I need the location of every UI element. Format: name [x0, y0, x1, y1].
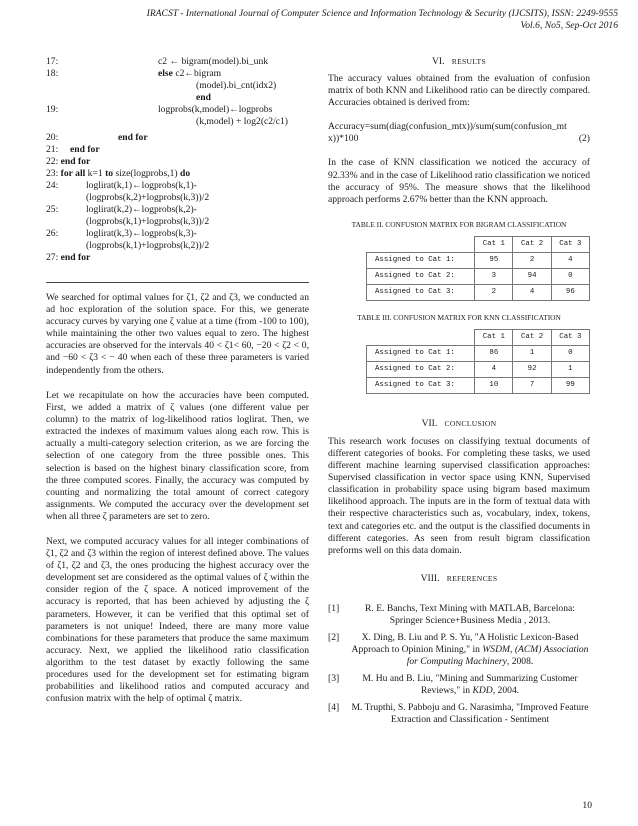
table-cell: 1	[513, 345, 551, 361]
table-cell: 96	[551, 284, 589, 300]
algo-line-num: 25:	[46, 204, 59, 215]
table-cell: 3	[475, 268, 513, 284]
body-paragraph: In the case of KNN classification we noticed the accuracy of 92.33% and in the case of Likelihood ratio classification we noticed the accuracy of 95%. The measure shows that the likelihood approach performs 2.67% better than the KNN approach.	[328, 157, 590, 205]
journal-title: IRACST - International Journal of Computer Science and Information Technology & Security (IJCSITS), ISSN: 2249-9555	[146, 8, 618, 19]
body-paragraph: Next, we computed accuracy values for all integer combinations of ζ1, ζ2 and ζ3 within the region of interest defined above. The values of ζ1, ζ2 and ζ3, the ones producing the highest accuracy over the development set are considered as the optimal values of ζ within the consider region of the ζ space. A noticed improvement of the accuracy is reported, that has been achieved by adjusting the ζ parameters. However, it can be verified that this optimal set of parameters is not unique! Indeed, there are many more value combinations for these parameters that produce the same maximum accuracy. Next, we applied the likelihood ratio classification algorithm to the test dataset by exactly following the same procedures used for the development set for estimating bigram probabilities and likelihood ratios and computed accuracy and confusion matrix with the help of optimal ζ matrix.	[46, 536, 309, 705]
algo-line: end for	[118, 132, 148, 143]
algo-text: size(logprobs,1)	[113, 168, 180, 179]
table-row	[367, 284, 590, 300]
confusion-matrix-bigram	[366, 236, 590, 301]
right-column	[328, 56, 590, 731]
algo-line: c2 ← bigram(model).bi_unk	[158, 56, 269, 67]
reference-text: M. Trupthi, S. Pabboju and G. Narasimha, "Improved Feature Extraction and Classification - Sentiment	[351, 701, 589, 725]
algo-line: (model).bi_cnt(idx2)	[196, 80, 277, 91]
equation-number: (2)	[578, 133, 590, 145]
algo-line	[158, 68, 221, 80]
reference-text: R. E. Banchs, Text Mining with MATLAB, Barcelona: Springer Science+Business Media , 2013.	[365, 602, 575, 626]
table-corner	[367, 329, 475, 345]
row-label: Assigned to Cat 2:	[367, 268, 475, 284]
row-label: Assigned to Cat 1:	[367, 252, 475, 268]
table-header: Cat 3	[551, 329, 589, 345]
algo-line-num: 19:	[46, 104, 59, 115]
table-cell: 7	[513, 377, 551, 393]
algo-line	[46, 252, 90, 264]
algo-line: (logprobs(k,1)+logprobs(k,3))/2	[86, 216, 210, 227]
table-header: Cat 3	[551, 236, 589, 252]
algo-line: (k,model) + log2(c2/c1)	[196, 116, 288, 127]
algo-line-num: 26:	[46, 228, 59, 239]
equation	[328, 121, 590, 145]
algo-line-num: 23:	[46, 168, 59, 179]
table-cell: 4	[475, 361, 513, 377]
reference-number: [2]	[328, 631, 340, 643]
algo-line	[46, 168, 190, 180]
table-cell: 4	[513, 284, 551, 300]
table-cell: 86	[475, 345, 513, 361]
confusion-matrix-knn	[366, 329, 590, 394]
algo-line: (logprobs(k,2)+logprobs(k,3))/2	[86, 192, 210, 203]
table-cell: 95	[475, 252, 513, 268]
table-cell: 94	[513, 268, 551, 284]
algo-text: k=1	[85, 168, 106, 179]
row-label: Assigned to Cat 2:	[367, 361, 475, 377]
row-label: Assigned to Cat 1:	[367, 345, 475, 361]
reference-list	[328, 603, 590, 726]
table-cell: 1	[551, 361, 589, 377]
algo-line: end	[196, 92, 211, 103]
reference-number: [1]	[328, 602, 340, 614]
page-number: 10	[582, 800, 592, 811]
body-paragraph: This research work focuses on classifying textual documents of different categories of books. For completing these tasks, we used different machine learning supervised classification approaches: Supervised classification in vector space using KNN, Supervised classification in probability space using bigram based maximum likelihood approach. The inputs are in the form of textual data with their respective characteristics such as, vocabulary, index, tokens, text and categories etc. and the output is the classified documents in different categories. As seen from result bigram classification preforms well on this data domain.	[328, 435, 590, 556]
reference-text: M. Hu and B. Liu, "Mining and Summarizing Customer Reviews," in KDD, 2004.	[362, 672, 578, 696]
algo-keyword: end for	[60, 252, 91, 263]
algorithm-divider	[46, 282, 309, 283]
table-cell: 0	[551, 268, 589, 284]
equation-text: Accuracy=sum(diag(confusion_mtx))/sum(sum(confusion_mt x))*100	[328, 121, 567, 145]
algo-text: c2←bigram	[172, 68, 222, 79]
table-cell: 92	[513, 361, 551, 377]
reference-number: [3]	[328, 672, 340, 684]
table-cell: 2	[513, 252, 551, 268]
algo-line-num: 20:	[46, 132, 59, 143]
table-header: Cat 2	[513, 236, 551, 252]
running-header	[18, 8, 618, 32]
table-caption: TABLE III. CONFUSION MATRIX FOR KNN CLASSIFICATION	[357, 312, 561, 322]
reference-item	[328, 673, 590, 697]
table-caption: TABLE II. CONFUSION MATRIX FOR BIGRAM CLASSIFICATION	[351, 219, 567, 229]
table-row	[367, 252, 590, 268]
algo-line: logprobs(k,model)←logprobs	[158, 104, 273, 115]
algo-line-num: 22:	[46, 156, 59, 167]
algo-keyword: to	[105, 168, 114, 179]
row-label: Assigned to Cat 3:	[367, 377, 475, 393]
algo-line: (logprobs(k,1)+logprobs(k,2))/2	[86, 240, 210, 251]
body-paragraph: We searched for optimal values for ζ1, ζ2 and ζ3, we conducted an ad hoc exploration of the solution space. For this, we generate accuracy curves by varying one ζ value at a time (from -100 to 100), while maintaining the other two values equal to zero. The highest accuracies are observed for the intervals 40 < ζ1< 60, −20 < ζ2 < 0, and −60 < ζ3 < − 40 when each of these three parameters is varied independently from the others.	[46, 292, 309, 376]
table-cell: 0	[551, 345, 589, 361]
algo-line: end for	[70, 144, 100, 155]
reference-item	[328, 632, 590, 668]
table-cell: 2	[475, 284, 513, 300]
algo-line-num: 17:	[46, 56, 59, 67]
algo-line: loglirat(k,1)←logprobs(k,1)-	[86, 180, 197, 191]
algo-keyword: do	[179, 168, 191, 179]
section-heading-conclusion: VII. CONCLUSION	[421, 417, 497, 429]
algo-line: loglirat(k,3)←logprobs(k,3)-	[86, 228, 197, 239]
table-header-row	[367, 236, 590, 252]
body-paragraph: The accuracy values obtained from the evaluation of confusion matrix of both KNN and Likelihood ratio can be directly compared. Accuracies obtained is derived from:	[328, 73, 590, 109]
table-row	[367, 268, 590, 284]
section-heading-references: VIII. REFERENCES	[420, 572, 498, 584]
body-paragraph: Let we recapitulate on how the accuracies have been computed. First, we added a matrix of ζ values (one different value per column) to the matrix of log-likelihood ratios loglirat. Then, we extracted the indexes of maximum values along each row. This is actually a multi-category selection criterion, as we are forcing the selection of one category from the three possible ones. This selection is based on the highest binary classification score, from the three computed scores. Finally, the accuracy was computed by counting and normalizing the total amount of correct category assignments. We computed the accuracy over the development set when all three ζ parameters are set to zero.	[46, 390, 309, 522]
table-header-row	[367, 329, 590, 345]
algo-line-num: 18:	[46, 68, 59, 79]
algo-keyword: for all	[60, 168, 86, 179]
reference-item	[328, 603, 590, 627]
algo-keyword: end for	[60, 156, 91, 167]
algo-line: loglirat(k,2)←logprobs(k,2)-	[86, 204, 197, 215]
row-label: Assigned to Cat 3:	[367, 284, 475, 300]
algo-line-num: 21:	[46, 144, 59, 155]
journal-volume: Vol.6, No5, Sep-Oct 2016	[520, 20, 618, 31]
table-row	[367, 377, 590, 393]
algo-line-num: 24:	[46, 180, 59, 191]
table-header: Cat 1	[475, 236, 513, 252]
algo-keyword: else	[158, 68, 173, 79]
reference-number: [4]	[328, 701, 340, 713]
section-heading-results: VI. RESULTS	[431, 56, 487, 67]
table-row	[367, 345, 590, 361]
algo-line	[46, 156, 90, 168]
algo-line-num: 27:	[46, 252, 59, 263]
table-cell: 99	[551, 377, 589, 393]
table-cell: 4	[551, 252, 589, 268]
table-row	[367, 361, 590, 377]
reference-item	[328, 702, 590, 726]
table-header: Cat 1	[475, 329, 513, 345]
table-header: Cat 2	[513, 329, 551, 345]
table-corner	[367, 236, 475, 252]
table-cell: 10	[475, 377, 513, 393]
reference-text: X. Ding, B. Liu and P. S. Yu, "A Holistic Lexicon-Based Approach to Opinion Mining," in WSDM, (ACM) Association for Computing Machinery, 2008.	[351, 631, 589, 667]
